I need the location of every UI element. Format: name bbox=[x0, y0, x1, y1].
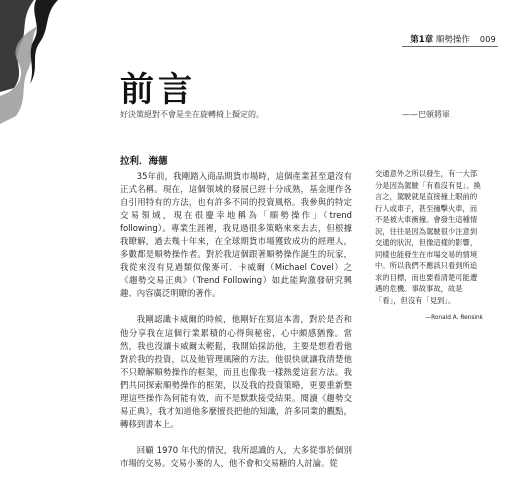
page-title: 前言 bbox=[120, 70, 196, 110]
sidebar-quote-text: 交通意外之所以發生，有一大部分是因為駕駛「有看沒有見」。換言之，駕駛就是直接撞上眼前的行人或車子，甚至撞擊火車，而不是被大車衝撞。會發生這種情況，往往是因為駕駛很少注意到交通的狀況，但像這樣的影響，同樣也能發生在市場交易的情境中。所以我們不應該只看到所追求的目標，而也要看清楚可能遭遇的危機。事故事故，故是「看」，但沒有「見到」。 bbox=[375, 169, 481, 306]
chapter-title: 順勢操作 bbox=[435, 35, 470, 45]
body-paragraph: 我剛認識卡威爾的時候，他剛好在寫這本書，對於是否和他分享我在這個行業累積的心得與秘密，心中頗感猶豫。當然，我也沒讓卡威爾太輕鬆，我開始採訪他，主要是想看看他對於我的投資，以及他管理風險的方法。他很快就讓我清楚他不只瞭解順勢操作的框架，而且也像我一樣熱愛這套方法。我們共同探索順勢操作的框架，以及我的投資策略，更要重新整理這些操作為何能有效，而不是默默接受結果。閱讀《趨勢交易正典》，我才知道他多麼擅長把他的知識，許多同業的觀點，轉移到書本上。 bbox=[120, 314, 352, 429]
sidebar-quote bbox=[375, 168, 483, 324]
chapter-heading bbox=[410, 33, 470, 45]
chapter-label: 第1章 bbox=[410, 35, 434, 45]
page-number: 009 bbox=[479, 34, 496, 44]
body-paragraph: 35年前，我剛踏入商品期貨市場時，這個產業甚至還沒有正式名稱。現在，這個領域的發展已經十分成熟，基金運作各自引用特有的方法，也有許多不同的投資風格。我參與的特定交易領域，現在很慶幸地稱為「順勢操作」（trend following）。專業生涯裡，我見過很多策略來來去去，但根據我瞭解，過去幾十年來，在全球期貨市場獲致成功的經理人，多數都是順勢操作者。對於我這個跟著順勢操作誕生的玩家，我從來沒有見過類似像麥可．卡威爾（Michael Covel）之《趨勢交易正典》（Trend Following）如此能夠激發研究興趣、內容廣泛明瞭的著作。 bbox=[120, 171, 352, 299]
body-paragraph: 回顧 1970 年代的情況，我所認識的人，大多從事於個別市場的交易。交易小麥的人，他不會和交易糖的人討論。從 bbox=[120, 444, 352, 468]
section-author: 拉利．海德 bbox=[120, 156, 168, 167]
decorative-swoosh-graphic bbox=[0, 0, 60, 130]
sidebar-citation: —Ronald A. Rensink bbox=[425, 314, 483, 321]
body-text bbox=[120, 170, 352, 483]
running-header bbox=[410, 33, 496, 45]
epigraph-text: 好決策絕對不會是坐在旋轉椅上擬定的。 bbox=[120, 110, 264, 119]
epigraph bbox=[120, 109, 450, 120]
header-divider bbox=[402, 46, 498, 47]
epigraph-attribution: ——巴頓將軍 bbox=[402, 110, 450, 119]
